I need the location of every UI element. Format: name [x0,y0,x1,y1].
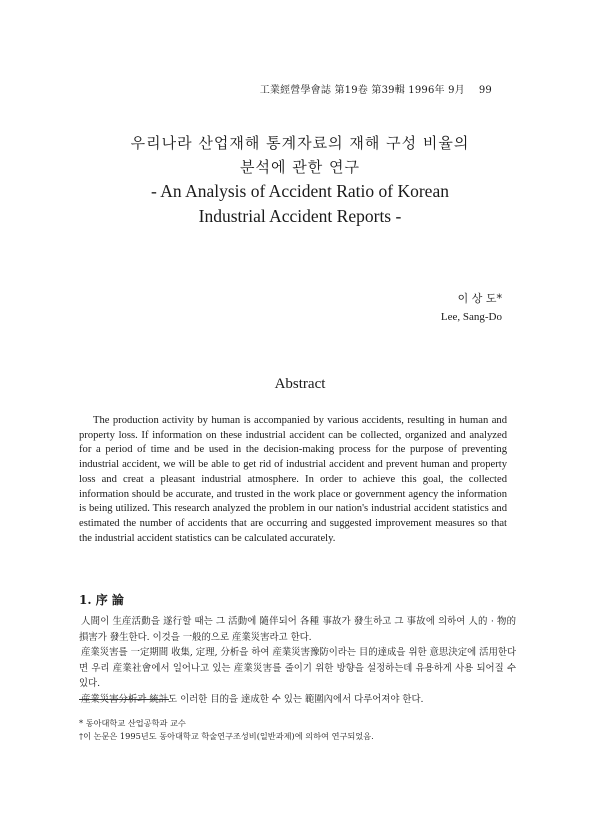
abstract-heading: Abstract [274,376,326,392]
footnote-rule [79,699,169,700]
footnote-affiliation: * 동아대학교 산업공학과 교수 [79,718,186,728]
abstract-body [79,414,507,546]
title-english-line-2: Industrial Accident Reports - [198,206,402,226]
journal-info: 工業經營學會誌 第19卷 第39輯 1996年 9月 [259,85,465,96]
title-block [0,131,600,229]
author-block [441,290,502,326]
section-body [79,614,516,707]
running-header [260,81,492,96]
footnotes [79,717,519,742]
page-number: 99 [478,85,492,96]
title-korean-line-1: 우리나라 산업재해 통계자료의 재해 구성 비율의 [130,134,470,152]
section-heading: 1. 序 論 [79,593,124,607]
intro-paragraph-3: 産業災害分析과 統計도 이러한 目的을 達成한 수 있는 範圍內에서 다루어져야 한다. [81,693,424,705]
title-korean-line-2: 분석에 관한 연구 [240,158,360,176]
footnote-funding: †이 논문은 1995년도 동아대학교 학술연구조성비(일반과제)에 의하여 연구되었음. [79,730,374,741]
author-name-english: Lee, Sang-Do [440,311,502,323]
intro-paragraph-2: 産業災害를 一定期間 收集, 定理, 分析을 하여 産業災害豫防이라는 目的達成을 위한 意思決定에 活用한다면 우리 産業社會에서 일어나고 있는 産業災害를 줄이기 위한 방향을 설정하는데 유용하게 사용 되어질 수 있다. [79,647,516,689]
title-english-line-1: - An Analysis of Accident Ratio of Korean [151,181,449,201]
author-name-korean: 이 상 도* [457,292,502,305]
abstract-text: The production activity by human is accompanied by various accidents, resulting in human and property loss. If information on these industrial accident can be collected, organized and analyzed for a period of time and be used in the decision-making process for the purpose of preventing industrial accident, we will be able to get rid of industrial accident and prevent human and property loss and creat a pleasant industrial atmosphere. In order to achieve this goal, the collected information should be accurate, and trusted in the work place or government agency the information is being utilized. This research analyzed the problem in our nation's industrial accident statistics and estimated the number of accidents that are occurring and suggested improvement measures so that the industrial accident statistics can be calculated accurately. [79,415,507,544]
intro-paragraph-1: 人間이 生産活動을 遂行할 때는 그 活動에 隨伴되어 各種 事故가 發生하고 그 事故에 의하여 人的 · 物的 損害가 發生한다. 이것을 一般的으로 産業災害라고 한다. [79,616,516,643]
